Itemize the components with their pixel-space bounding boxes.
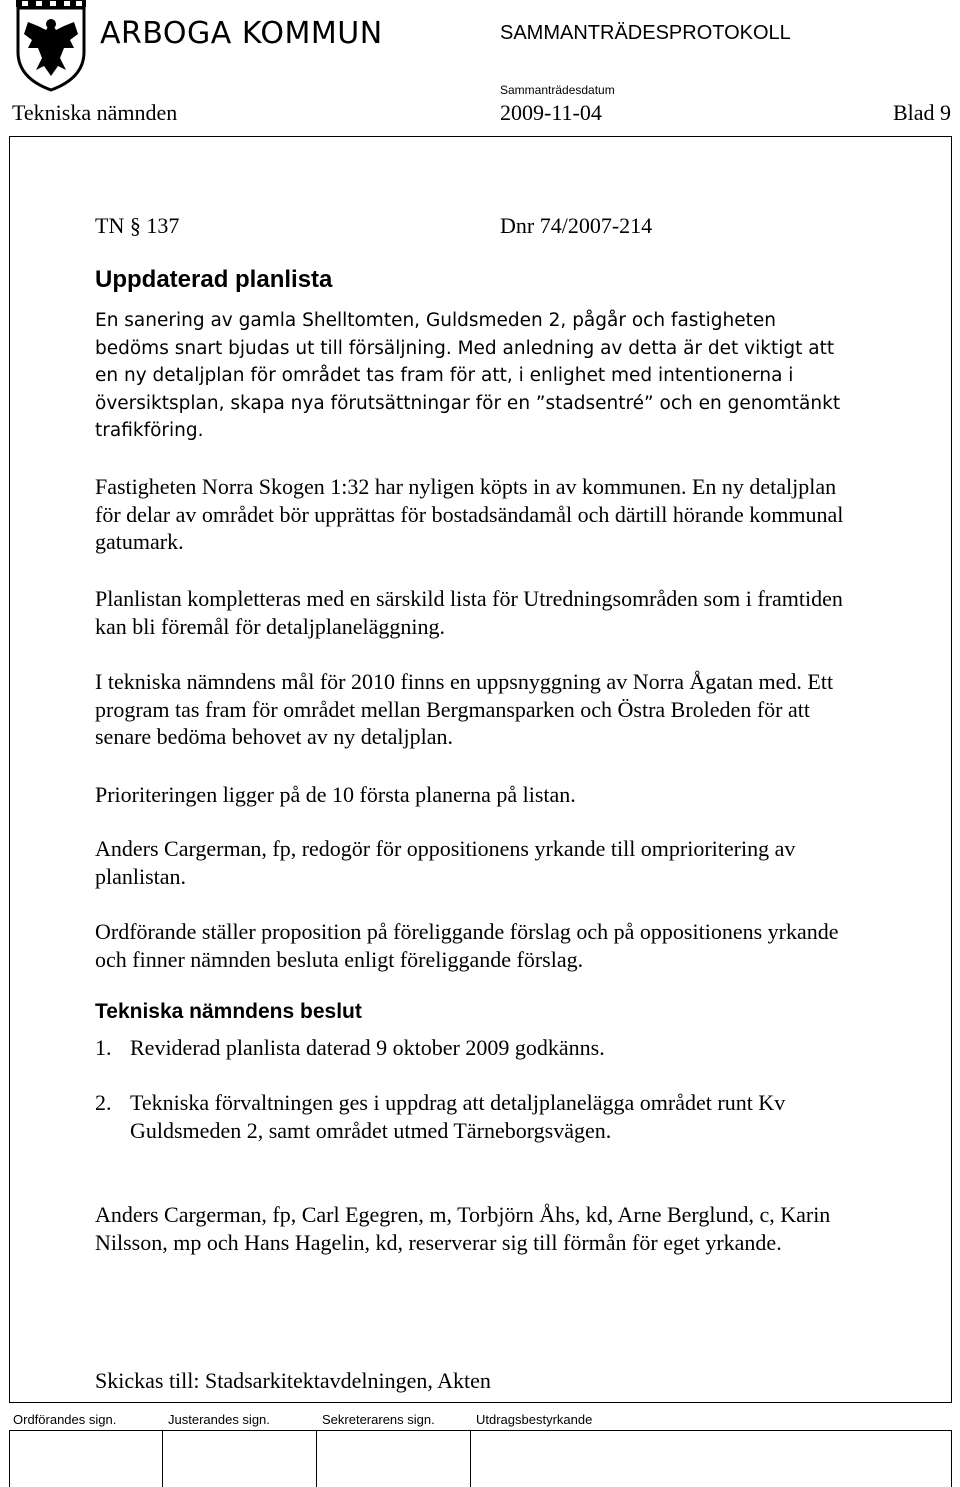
page-number: Blad 9 <box>893 100 952 125</box>
footer-divider <box>9 1430 952 1431</box>
paragraph-5 <box>95 781 865 809</box>
reservation-paragraph <box>95 1201 865 1256</box>
signature-box-border <box>162 1430 163 1487</box>
chair-signature-label: Ordförandes sign. <box>13 1412 117 1427</box>
organization-name: ARBOGA KOMMUN <box>100 16 383 51</box>
arboga-crest-logo <box>14 0 88 92</box>
signature-box-border <box>470 1430 471 1487</box>
meeting-date-label: Sammanträdesdatum <box>500 83 615 97</box>
paragraph-text: Planlistan kompletteras med en särskild lista för Utredningsområden som i framtiden kan bli föremål för detaljplaneläggning. <box>95 586 843 639</box>
paragraph-text: Anders Cargerman, fp, redogör för oppositionens yrkande till omprioritering av planlistan. <box>95 836 796 889</box>
paragraph-text: Skickas till: Stadsarkitektavdelningen, Akten <box>95 1368 491 1393</box>
secretary-signature-label: Sekreterarens sign. <box>322 1412 435 1427</box>
item-reference: TN § 137 <box>95 213 180 238</box>
section-title: Uppdaterad planlista <box>95 266 333 293</box>
extract-certification-label: Utdragsbestyrkande <box>476 1412 593 1427</box>
paragraph-text: En sanering av gamla Shelltomten, Guldsmeden 2, pågår och fastigheten bedöms snart bjudas ut till försäljning. Med anledning av detta är det viktigt att en ny detaljplan för området tas fram för att, i enlighet med intentionerna i översiktsplan, skapa nya förutsättningar för en ”stadsentré” och en genomtänkt trafikföring. <box>95 310 841 441</box>
distribution-list <box>95 1367 865 1395</box>
paragraph-text: I tekniska nämndens mål för 2010 finns en uppsnyggning av Norra Ågatan med. Ett program tas fram för området mellan Bergmansparken och Östra Broleden för att senare bedöma behovet av ny detaljplan. <box>95 669 834 749</box>
paragraph-7 <box>95 918 865 973</box>
paragraph-text: Fastigheten Norra Skogen 1:32 har nyligen köpts in av kommunen. En ny detaljplan för delar av området bör upprättas för bostadsändamål och därtill hörande kommunal gatumark. <box>95 474 844 554</box>
committee-name: Tekniska nämnden <box>12 100 178 125</box>
decision-item-text: Tekniska förvaltningen ges i uppdrag att detaljplanelägga området runt Kv Guldsmeden 2, samt området utmed Tärneborgsvägen. <box>130 1090 786 1143</box>
paragraph-text: Anders Cargerman, fp, Carl Egegren, m, Torbjörn Åhs, kd, Arne Berglund, c, Karin Nilsson, mp och Hans Hagelin, kd, reserverar sig till förmån för eget yrkande. <box>95 1202 831 1255</box>
decision-item-number: 2. <box>95 1090 112 1115</box>
paragraph-4 <box>95 668 865 751</box>
meeting-date: 2009-11-04 <box>500 100 602 125</box>
registration-number: Dnr 74/2007-214 <box>500 213 653 238</box>
document-type: SAMMANTRÄDESPROTOKOLL <box>500 22 791 44</box>
adjuster-signature-label: Justerandes sign. <box>168 1412 270 1427</box>
decision-item-2 <box>95 1089 875 1145</box>
decision-title: Tekniska nämndens beslut <box>95 1000 362 1023</box>
paragraph-6 <box>95 835 865 890</box>
signature-box-border <box>316 1430 317 1487</box>
paragraph-text: Ordförande ställer proposition på föreliggande förslag och på oppositionens yrkande och finner nämnden besluta enligt föreliggande förslag. <box>95 919 839 972</box>
decision-item-number: 1. <box>95 1035 112 1060</box>
paragraph-2 <box>95 473 865 556</box>
signature-box-border <box>9 1430 10 1487</box>
signature-box-border <box>951 1430 952 1487</box>
paragraph-1 <box>95 307 855 445</box>
paragraph-text: Prioriteringen ligger på de 10 första planerna på listan. <box>95 782 576 807</box>
paragraph-3 <box>95 585 865 640</box>
decision-item-1 <box>95 1034 875 1062</box>
decision-item-text: Reviderad planlista daterad 9 oktober 2009 godkänns. <box>130 1035 605 1060</box>
